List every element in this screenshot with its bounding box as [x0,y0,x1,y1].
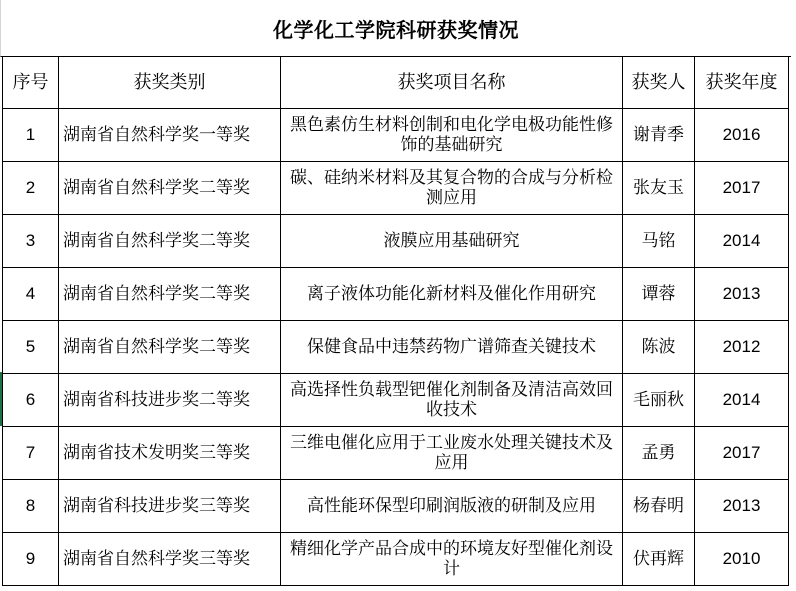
cell-year[interactable]: 2013 [695,268,789,321]
cell-no[interactable]: 4 [3,268,59,321]
table-row [3,268,789,321]
cell-project[interactable]: 液膜应用基础研究 [281,215,623,268]
cell-category[interactable]: 湖南省科技进步奖三等奖 [59,480,281,533]
cell-year[interactable]: 2017 [695,427,789,480]
cell-no[interactable]: 3 [3,215,59,268]
cell-winner[interactable]: 孟勇 [623,427,695,480]
cell-no[interactable]: 5 [3,321,59,374]
cell-project[interactable]: 高选择性负载型钯催化剂制备及清洁高效回收技术 [281,374,623,427]
cell-project[interactable]: 离子液体功能化新材料及催化作用研究 [281,268,623,321]
table-row [3,215,789,268]
cell-year[interactable]: 2017 [695,162,789,215]
cell-winner[interactable]: 谢青季 [623,109,695,162]
table-row [3,374,789,427]
cell-project[interactable]: 精细化学产品合成中的环境友好型催化剂设计 [281,533,623,586]
cell-winner[interactable]: 谭蓉 [623,268,695,321]
cell-no[interactable]: 2 [3,162,59,215]
cell-project[interactable]: 碳、硅纳米材料及其复合物的合成与分析检测应用 [281,162,623,215]
table-row [3,427,789,480]
cell-category[interactable]: 湖南省自然科学奖二等奖 [59,215,281,268]
header-project[interactable]: 获奖项目名称 [281,57,623,109]
header-row [3,57,789,109]
cell-project[interactable]: 高性能环保型印刷润版液的研制及应用 [281,480,623,533]
cell-category[interactable]: 湖南省自然科学奖二等奖 [59,321,281,374]
cell-category[interactable]: 湖南省科技进步奖二等奖 [59,374,281,427]
table-row [3,109,789,162]
cell-winner[interactable]: 张友玉 [623,162,695,215]
cell-winner[interactable]: 毛丽秋 [623,374,695,427]
table-row [3,480,789,533]
header-no[interactable]: 序号 [3,57,59,109]
cell-winner[interactable]: 杨春明 [623,480,695,533]
header-category[interactable]: 获奖类别 [59,57,281,109]
awards-table [2,56,789,586]
table-row [3,321,789,374]
cell-year[interactable]: 2013 [695,480,789,533]
cell-no[interactable]: 7 [3,427,59,480]
cell-winner[interactable]: 陈波 [623,321,695,374]
table-title: 化学化工学院科研获奖情况 [0,0,791,57]
header-year[interactable]: 获奖年度 [695,57,789,109]
cell-no[interactable]: 6 [3,374,59,427]
cell-project[interactable]: 保健食品中违禁药物广谱筛查关键技术 [281,321,623,374]
cell-category[interactable]: 湖南省技术发明奖三等奖 [59,427,281,480]
cell-category[interactable]: 湖南省自然科学奖二等奖 [59,162,281,215]
cell-year[interactable]: 2010 [695,533,789,586]
cell-year[interactable]: 2016 [695,109,789,162]
table-row [3,533,789,586]
table-row [3,162,789,215]
cell-category[interactable]: 湖南省自然科学奖三等奖 [59,533,281,586]
cell-no[interactable]: 9 [3,533,59,586]
cell-winner[interactable]: 马铭 [623,215,695,268]
cell-project[interactable]: 黑色素仿生材料创制和电化学电极功能性修饰的基础研究 [281,109,623,162]
cell-no[interactable]: 8 [3,480,59,533]
cell-category[interactable]: 湖南省自然科学奖二等奖 [59,268,281,321]
cell-project[interactable]: 三维电催化应用于工业废水处理关键技术及应用 [281,427,623,480]
cell-category[interactable]: 湖南省自然科学奖一等奖 [59,109,281,162]
selected-row-marker [0,372,2,426]
cell-year[interactable]: 2014 [695,215,789,268]
cell-year[interactable]: 2014 [695,374,789,427]
cell-year[interactable]: 2012 [695,321,789,374]
cell-no[interactable]: 1 [3,109,59,162]
cell-winner[interactable]: 伏再辉 [623,533,695,586]
header-winner[interactable]: 获奖人 [623,57,695,109]
